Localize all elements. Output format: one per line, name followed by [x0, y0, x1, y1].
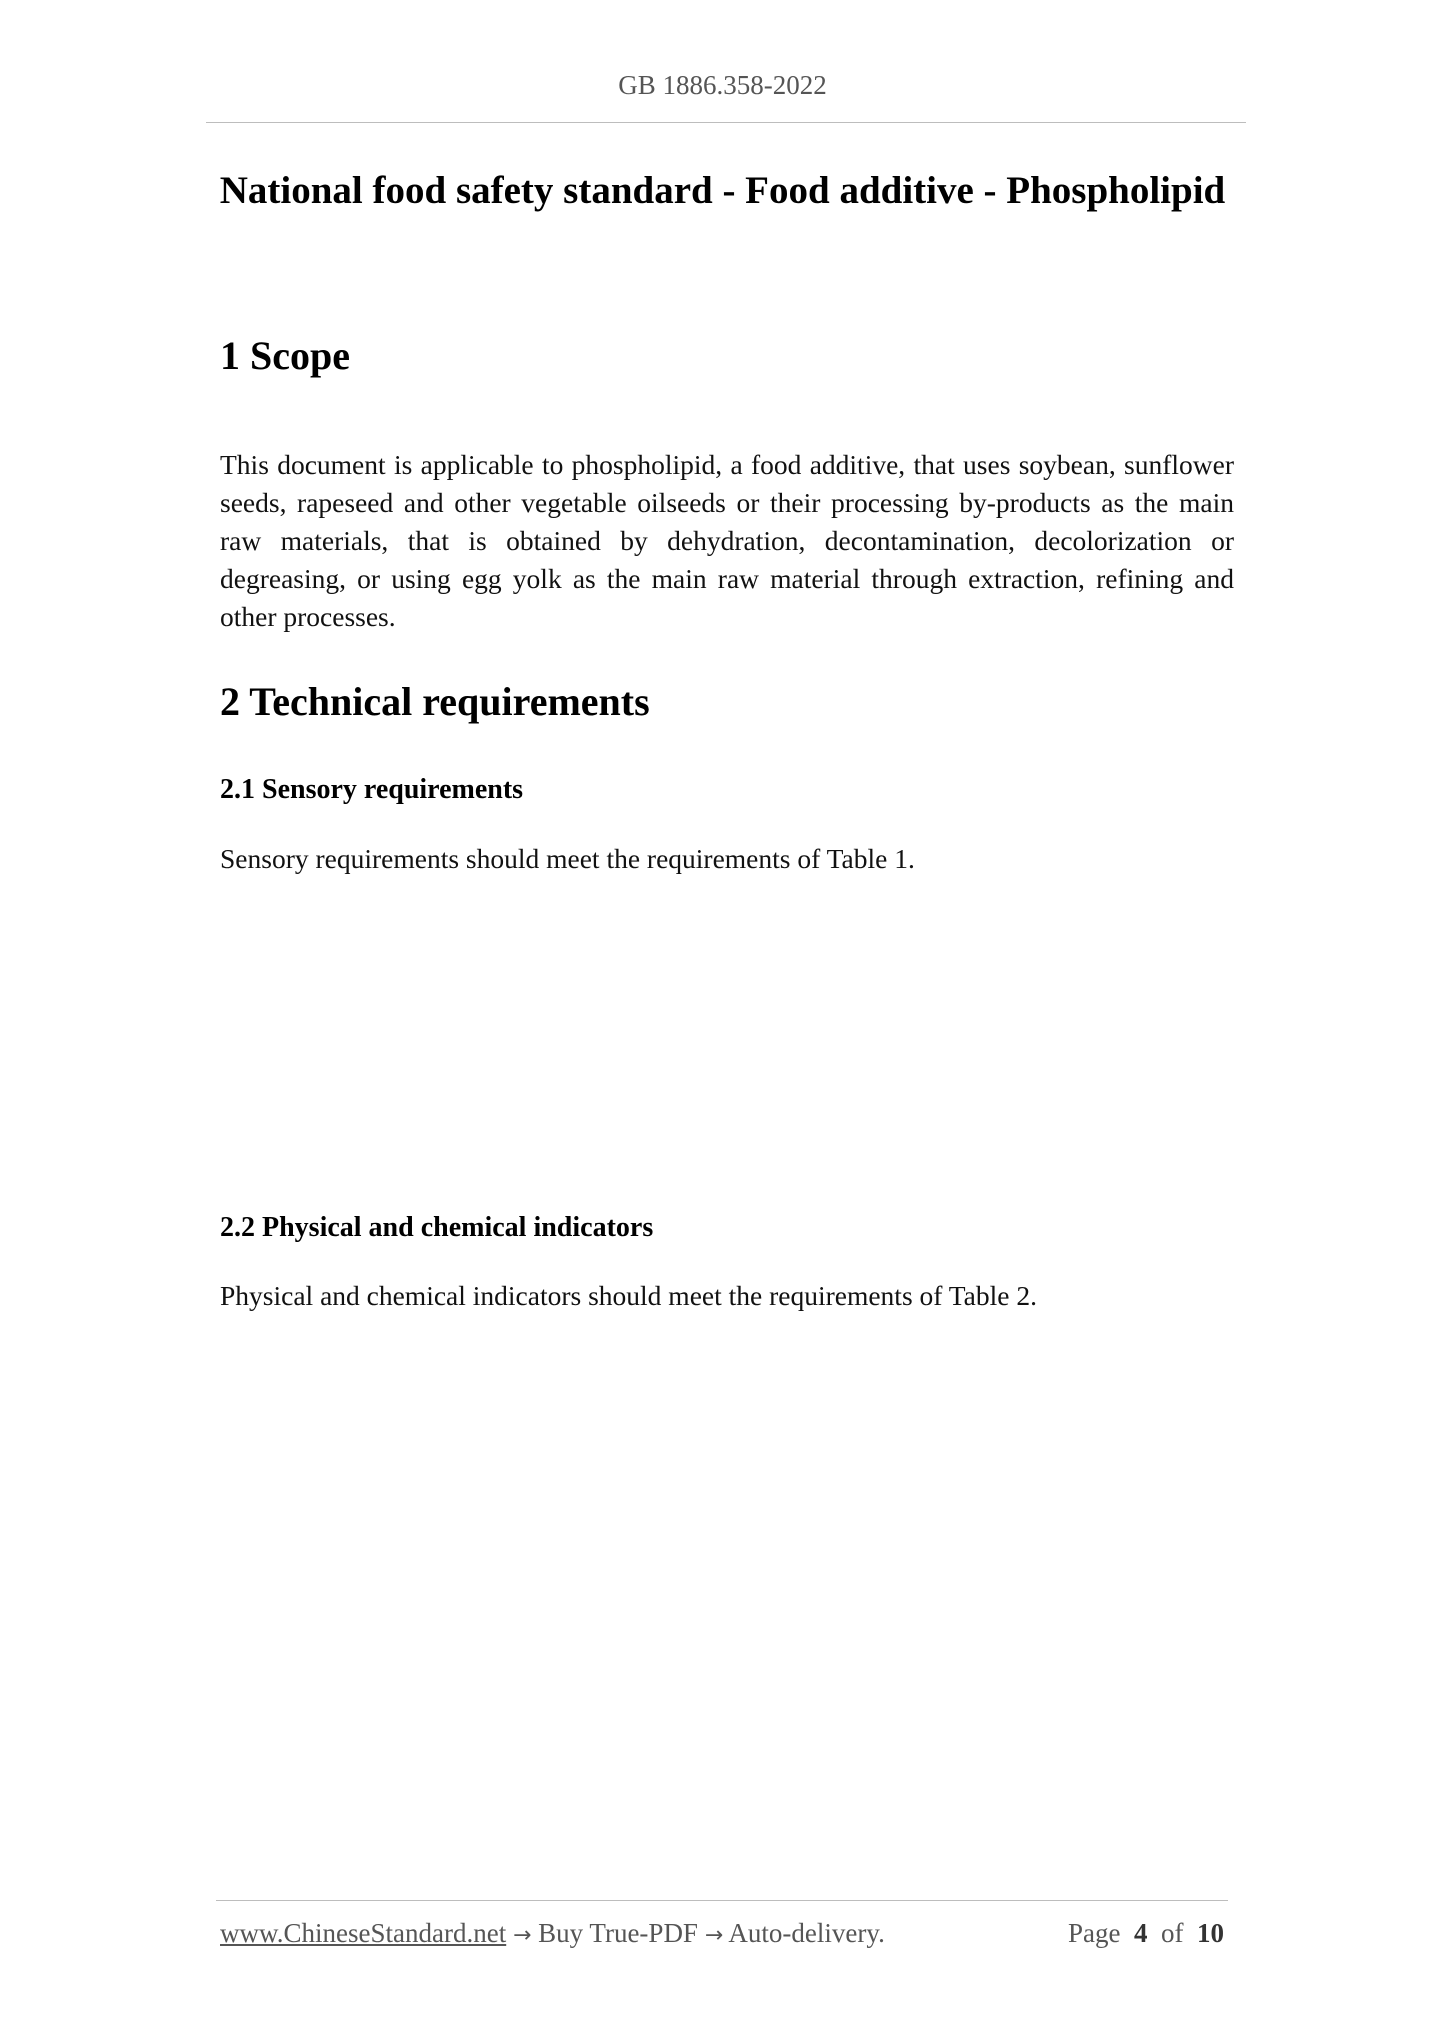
subsection-sensory-text: Sensory requirements should meet the requirements of Table 1. — [220, 843, 915, 874]
subsection-sensory-heading: 2.1 Sensory requirements — [220, 774, 524, 805]
header-divider — [206, 122, 1246, 123]
section-technical-heading: 2 Technical requirements — [220, 679, 650, 724]
section-scope-heading: 1 Scope — [220, 333, 350, 378]
website-link[interactable]: www.ChineseStandard.net — [220, 1918, 507, 1948]
section-scope-text: This document is applicable to phospholipid, a food additive, that uses soybean, sunflower seeds, rapeseed and other vegetable oilseeds or their processing by-products as the main raw materials, that is obtained by dehydration, decontamination, decolorization or degreasing, or using egg yolk as the main raw material through extraction, refining and other processes. — [220, 449, 1234, 632]
footer-divider — [216, 1900, 1228, 1901]
footer-promo — [220, 1918, 885, 1949]
page-total: 10 — [1197, 1918, 1224, 1948]
document-title: National food safety standard - Food additive - Phospholipid — [219, 169, 1226, 212]
page-label: Page — [1068, 1918, 1121, 1948]
buy-true-pdf-text: Buy True-PDF — [538, 1918, 698, 1948]
page-number — [1068, 1918, 1224, 1949]
subsection-physchem-heading: 2.2 Physical and chemical indicators — [220, 1212, 654, 1243]
arrow-right-icon: → — [704, 1923, 724, 1948]
page-current: 4 — [1134, 1918, 1148, 1948]
page-of-label: of — [1161, 1918, 1184, 1948]
auto-delivery-text: Auto-delivery. — [728, 1918, 885, 1948]
standard-code-header: GB 1886.358-2022 — [618, 70, 827, 100]
subsection-physchem-text: Physical and chemical indicators should meet the requirements of Table 2. — [220, 1280, 1037, 1311]
arrow-right-icon: → — [512, 1923, 532, 1948]
